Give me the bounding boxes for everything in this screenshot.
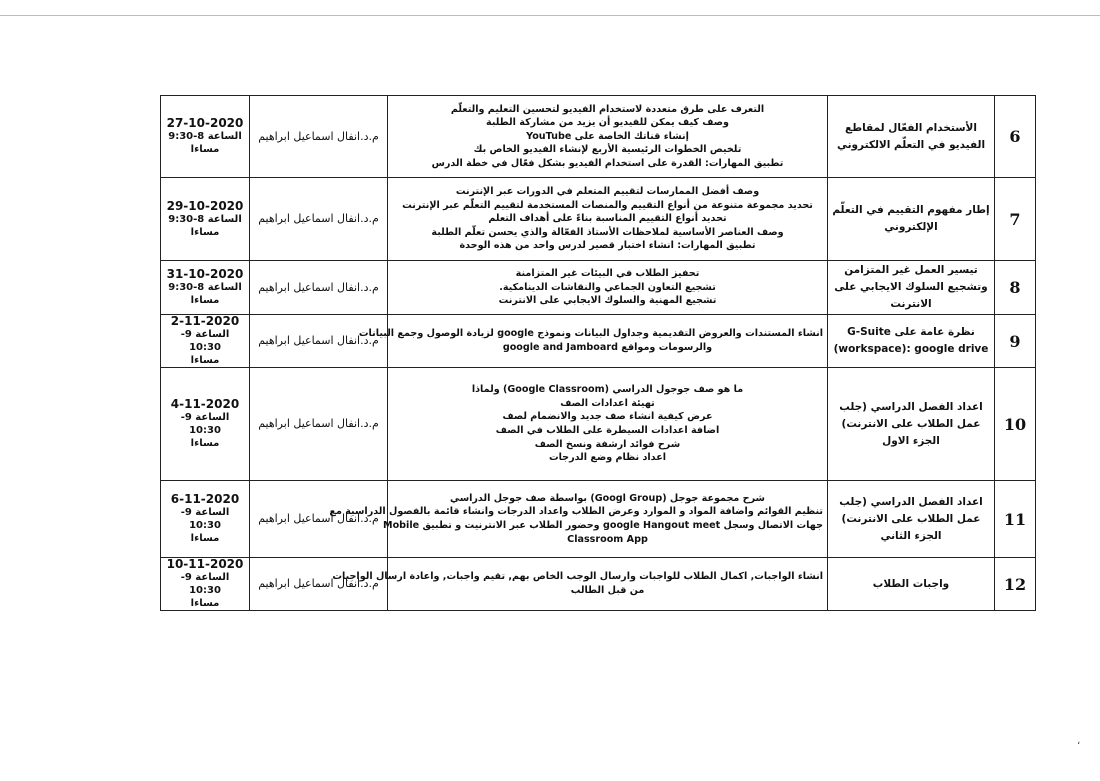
- session-date-cell: [161, 261, 250, 315]
- session-period: مساءا: [190, 533, 220, 544]
- content-line: وصف العناصر الأساسية لملاحظات الأستاذ الفعّالة والذي يحسن تعلّم الطلبة: [431, 226, 784, 238]
- content-line: جهات الاتصال وسجل google Hangout meet وحضور الطلاب عبر الانترنيت و تطبيق Mobile: [383, 520, 823, 531]
- session-date-cell: [161, 96, 250, 178]
- content-line: تحديد مجموعة متنوعة من أنواع التقييم والمنصات المستخدمة لتقييم التعلّم عبر الإنترنت: [402, 199, 813, 211]
- session-number: 7: [995, 178, 1036, 261]
- schedule-row: [161, 481, 1036, 558]
- content-line: تشجيع المهنية والسلوك الايجابي على الانترنت: [498, 295, 717, 307]
- schedule-row: [161, 261, 1036, 315]
- session-date-cell: [161, 178, 250, 261]
- schedule-row: [161, 558, 1036, 611]
- content-line: شرح فوائد ارشفة ونسخ الصف: [534, 438, 681, 450]
- content-line: Classroom App: [567, 533, 648, 545]
- content-line: وصف كيف يمكن للفيديو أن يزيد من مشاركة الطلبة: [486, 117, 729, 129]
- course-schedule-table: [160, 95, 1036, 611]
- session-content-cell: [388, 96, 828, 178]
- content-line: تطبيق المهارات: انشاء اختبار قصير لدرس واحد من هذه الوحدة: [459, 240, 756, 252]
- content-line: شرح مجموعة جوجل (Googl Group) بواسطة صف جوجل الدراسي: [449, 492, 765, 504]
- session-content-cell: [329, 481, 828, 558]
- session-topic: نظرة عامة على G-Suite (workspace): google drive: [828, 315, 995, 368]
- session-topic: الأستخدام الفعّال لمقاطع الفيديو في التعلّم الالكتروني: [828, 96, 995, 178]
- schedule-row: [161, 96, 1036, 178]
- session-number: 12: [995, 558, 1036, 611]
- session-topic: تيسير العمل غير المتزامن وتشجيع السلوك الايجابي على الانترنت: [828, 261, 995, 315]
- schedule-body: [161, 96, 1036, 611]
- session-number: 6: [995, 96, 1036, 178]
- session-date-cell: [161, 368, 250, 481]
- content-line: وصف أفضل الممارسات لتقييم المتعلم في الدورات عبر الإنترنت: [455, 186, 760, 198]
- content-line: تحفيز الطلاب في البيئات غير المتزامنة: [515, 268, 700, 280]
- page-top-rule: [0, 15, 1100, 16]
- session-number: 8: [995, 261, 1036, 315]
- session-time: الساعة 8-9:30: [168, 213, 242, 225]
- session-topic: إطار مفهوم التقييم في التعلّم الإلكتروني: [828, 178, 995, 261]
- instructor-name: م.د.انفال اسماعيل ابراهيم: [250, 368, 388, 481]
- session-date-cell: [161, 315, 250, 368]
- content-line: تنظيم القوائم واضافة المواد و الموارد وعرض الطلاب واعداد الدرجات وانشاء قائمة بالفصول الدراسية مع: [329, 506, 823, 518]
- session-number: 9: [995, 315, 1036, 368]
- instructor-name: م.د.انفال اسماعيل ابراهيم: [250, 178, 388, 261]
- instructor-name: م.د.انفال اسماعيل ابراهيم: [250, 481, 388, 558]
- session-topic: واجبات الطلاب: [828, 558, 995, 611]
- session-date: 2-11-2020: [170, 314, 240, 328]
- session-time: الساعة 8-9:30: [168, 131, 242, 142]
- session-date: 10-11-2020: [166, 557, 244, 571]
- content-line: تلخيص الخطوات الرئيسية الأربع لإنشاء الفيديو الخاص بك: [473, 144, 742, 156]
- session-content-cell: [358, 315, 828, 368]
- session-date: 29-10-2020: [166, 198, 244, 213]
- content-line: تطبيق المهارات: القدرة على استخدام الفيديو بشكل فعّال في خطة الدرس: [431, 157, 784, 169]
- session-topic: اعداد الفصل الدراسي (جلب عمل الطلاب على الانترنت) الجزء الاول: [828, 368, 995, 481]
- content-line: إنشاء قناتك الخاصة على YouTube: [526, 130, 689, 142]
- content-line: تشجيع التعاون الجماعي والنقاشات الدينامكية.: [499, 281, 716, 293]
- session-date-cell: [161, 481, 250, 558]
- session-date: 27-10-2020: [166, 116, 244, 130]
- session-time: الساعة 9-10:30: [180, 507, 230, 531]
- content-line: اعداد نظام وضع الدرجات: [548, 452, 667, 464]
- session-content-cell: [388, 178, 828, 261]
- session-date-cell: [161, 558, 250, 611]
- content-line: والرسومات ومواقع google and Jamboard: [502, 342, 713, 353]
- session-period: مساءا: [190, 226, 220, 238]
- session-content-cell: [388, 261, 828, 315]
- session-number: 11: [995, 481, 1036, 558]
- schedule-row: [161, 368, 1036, 481]
- session-content-cell: [388, 368, 828, 481]
- session-date: 4-11-2020: [170, 397, 240, 411]
- session-period: مساءا: [190, 144, 220, 155]
- schedule-row: [161, 315, 1036, 368]
- content-line: تحديد أنواع التقييم المناسبة بناءً على أهداف التعلم: [488, 213, 727, 225]
- session-topic: اعداد الفصل الدراسي (جلب عمل الطلاب على الانترنت) الجزء الثاني: [828, 481, 995, 558]
- instructor-name: م.د.انفال اسماعيل ابراهيم: [250, 261, 388, 315]
- session-date: 31-10-2020: [166, 267, 244, 281]
- session-time: الساعة 9-10:30: [180, 412, 230, 436]
- content-line: ما هو صف جوجول الدراسي (Google Classroom) ولماذا: [471, 384, 744, 396]
- instructor-name: م.د.انفال اسماعيل ابراهيم: [250, 315, 388, 368]
- instructor-name: م.د.انفال اسماعيل ابراهيم: [250, 558, 388, 611]
- session-time: الساعة 8-9:30: [168, 282, 242, 293]
- session-period: مساءا: [190, 355, 220, 366]
- session-period: مساءا: [190, 295, 220, 306]
- content-line: تهيئة اعدادات الصف: [560, 397, 655, 409]
- content-line: من قبل الطالب: [570, 585, 645, 596]
- session-content-cell: [332, 558, 828, 611]
- session-period: مساءا: [190, 438, 220, 449]
- content-line: انشاء الواجبات, اكمال الطلاب للواجبات وارسال الوجب الخاص بهم, تقيم واجبات, واعادة ارسال الواجبات: [332, 571, 823, 583]
- content-line: التعرف على طرق متعددة لاستخدام الفيديو لتحسين التعليم والتعلّم: [450, 103, 765, 115]
- session-time: الساعة 9-10:30: [180, 572, 230, 596]
- session-number: 10: [995, 368, 1036, 481]
- content-line: عرض كيفية انشاء صف جديد والانضمام لصف: [502, 411, 713, 423]
- page-mark: ،: [1077, 736, 1081, 747]
- content-line: اضافة اعدادات السيطرة على الطلاب في الصف: [495, 425, 720, 436]
- session-period: مساءا: [190, 598, 220, 609]
- content-line: انشاء المستندات والعروض التقديمية وجداول البيانات ونموذج google لزيادة الوصول وجمع البيانات: [358, 328, 823, 340]
- schedule-row: [161, 178, 1036, 261]
- instructor-name: م.د.انفال اسماعيل ابراهيم: [250, 96, 388, 178]
- session-date: 6-11-2020: [170, 492, 240, 506]
- session-time: الساعة 9-10:30: [180, 329, 230, 353]
